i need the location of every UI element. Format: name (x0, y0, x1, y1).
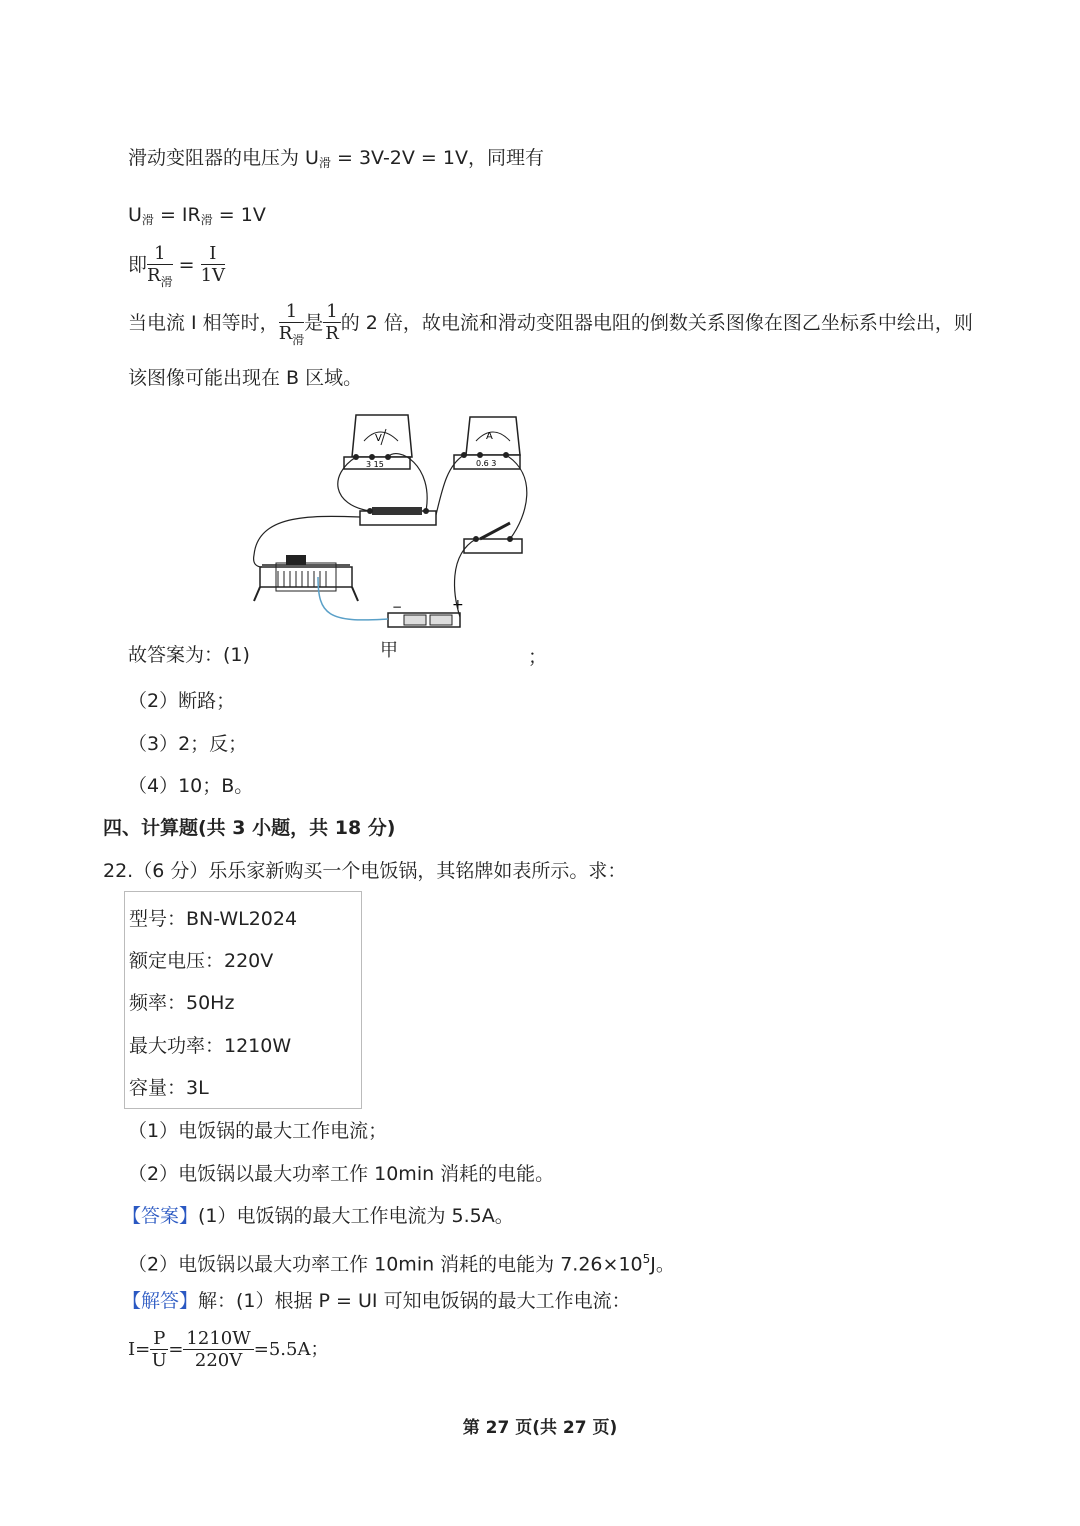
text: I= (128, 1339, 151, 1360)
text: 是 (304, 312, 324, 334)
nameplate-row: 最大功率：1210W (129, 1035, 292, 1057)
numerator: 1 (147, 244, 173, 265)
text: U (128, 204, 142, 226)
figure-caption: 甲 (380, 640, 398, 661)
fraction (279, 302, 305, 346)
answer-prefix: 故答案为：(1) (128, 644, 250, 666)
text: = 1V (212, 204, 266, 226)
nameplate-table (124, 891, 362, 1109)
fraction (147, 244, 173, 288)
denominator (279, 323, 305, 346)
fraction (150, 1329, 168, 1372)
numerator: I (201, 244, 225, 265)
text-line-comparison (128, 298, 973, 348)
text-line-slider-voltage (128, 145, 544, 173)
subscript: 滑 (160, 274, 173, 289)
fraction (183, 1329, 253, 1372)
text: = IR (153, 204, 201, 226)
denominator (147, 265, 173, 288)
denominator: 1V (200, 265, 226, 286)
text: 即 (128, 254, 148, 276)
question-22: 22.（6 分）乐乐家新购买一个电饭锅，其铭牌如表所示。求： (103, 860, 627, 882)
ammeter-icon (454, 417, 520, 469)
nameplate-row: 容量：3L (129, 1077, 209, 1099)
battery-minus-label: − (392, 600, 403, 614)
subscript: 滑 (141, 213, 154, 227)
voltmeter-label: V (375, 433, 382, 444)
subscript: 滑 (200, 213, 213, 227)
fraction (201, 244, 225, 287)
solution-line (122, 1288, 631, 1314)
text: 的 2 倍，故电流和滑动变阻器电阻的倒数关系图像在图乙坐标系中绘出，则 (340, 312, 973, 334)
switch-icon (464, 523, 522, 553)
nameplate-row: 额定电压：220V (129, 950, 274, 972)
nameplate-row: 型号：BN-WL2024 (129, 908, 298, 930)
voltmeter-ticks: 3 15 (366, 460, 384, 469)
denominator: R (325, 323, 339, 344)
equation-line-reciprocal (128, 240, 225, 290)
ammeter-ticks: 0.6 3 (476, 459, 497, 468)
battery-icon (388, 597, 464, 627)
denominator: 220V (194, 1349, 243, 1371)
superscript: 5 (642, 1252, 651, 1266)
equation-current (128, 1325, 328, 1375)
page-footer: 第 27 页(共 27 页) (462, 1418, 618, 1438)
text: = 3V-2V = 1V，同理有 (330, 147, 544, 169)
text-line-conclusion: 该图像可能出现在 B 区域。 (128, 367, 363, 389)
equals-sign: = (178, 254, 195, 276)
answer-suffix: ； (528, 646, 548, 668)
battery-plus-label: + (452, 597, 464, 613)
numerator: P (150, 1329, 168, 1350)
rheostat-icon (254, 555, 358, 601)
text-line-ohms-law (128, 202, 266, 230)
text: 滑动变阻器的电压为 U (128, 147, 319, 169)
nameplate-row: 频率：50Hz (129, 992, 235, 1014)
subscript: 滑 (292, 332, 305, 347)
answer-item-2: （2）断路； (128, 690, 236, 712)
section-heading: 四、计算题(共 3 小题，共 18 分) (103, 817, 396, 839)
text: (1）电饭锅的最大工作电流为 5.5A。 (198, 1205, 514, 1227)
subscript: 滑 (318, 156, 331, 170)
text: 当电流 I 相等时， (128, 312, 279, 334)
answer-line-2 (128, 1246, 675, 1277)
question-part-2: （2）电饭锅以最大功率工作 10min 消耗的电能。 (128, 1163, 555, 1185)
circuit-diagram (248, 405, 538, 637)
solution-tag: 【解答】 (122, 1290, 199, 1312)
text: R (278, 322, 293, 344)
text: R (147, 264, 161, 286)
text: =5.5A； (253, 1339, 329, 1360)
ammeter-label: A (486, 431, 493, 442)
text: 解：(1）根据 P = UI 可知电饭锅的最大工作电流： (198, 1290, 631, 1312)
answer-item-3: （3）2；反； (128, 733, 248, 755)
question-part-1: （1）电饭锅的最大工作电流； (128, 1120, 388, 1142)
answer-tag: 【答案】 (122, 1205, 199, 1227)
numerator: 1 (279, 302, 305, 323)
denominator: U (151, 1349, 167, 1371)
numerator: 1 (323, 302, 340, 323)
numerator: 1210W (183, 1329, 253, 1350)
resistor-icon (360, 507, 436, 525)
text: = (168, 1339, 184, 1360)
text: J。 (650, 1253, 675, 1276)
text: （2）电饭锅以最大功率工作 10min 消耗的电能为 7.26×10 (128, 1253, 643, 1276)
fraction (323, 302, 340, 345)
answer-item-4: （4）10；B。 (128, 775, 254, 797)
answer-line-1 (122, 1203, 514, 1229)
voltmeter-icon (344, 415, 412, 469)
